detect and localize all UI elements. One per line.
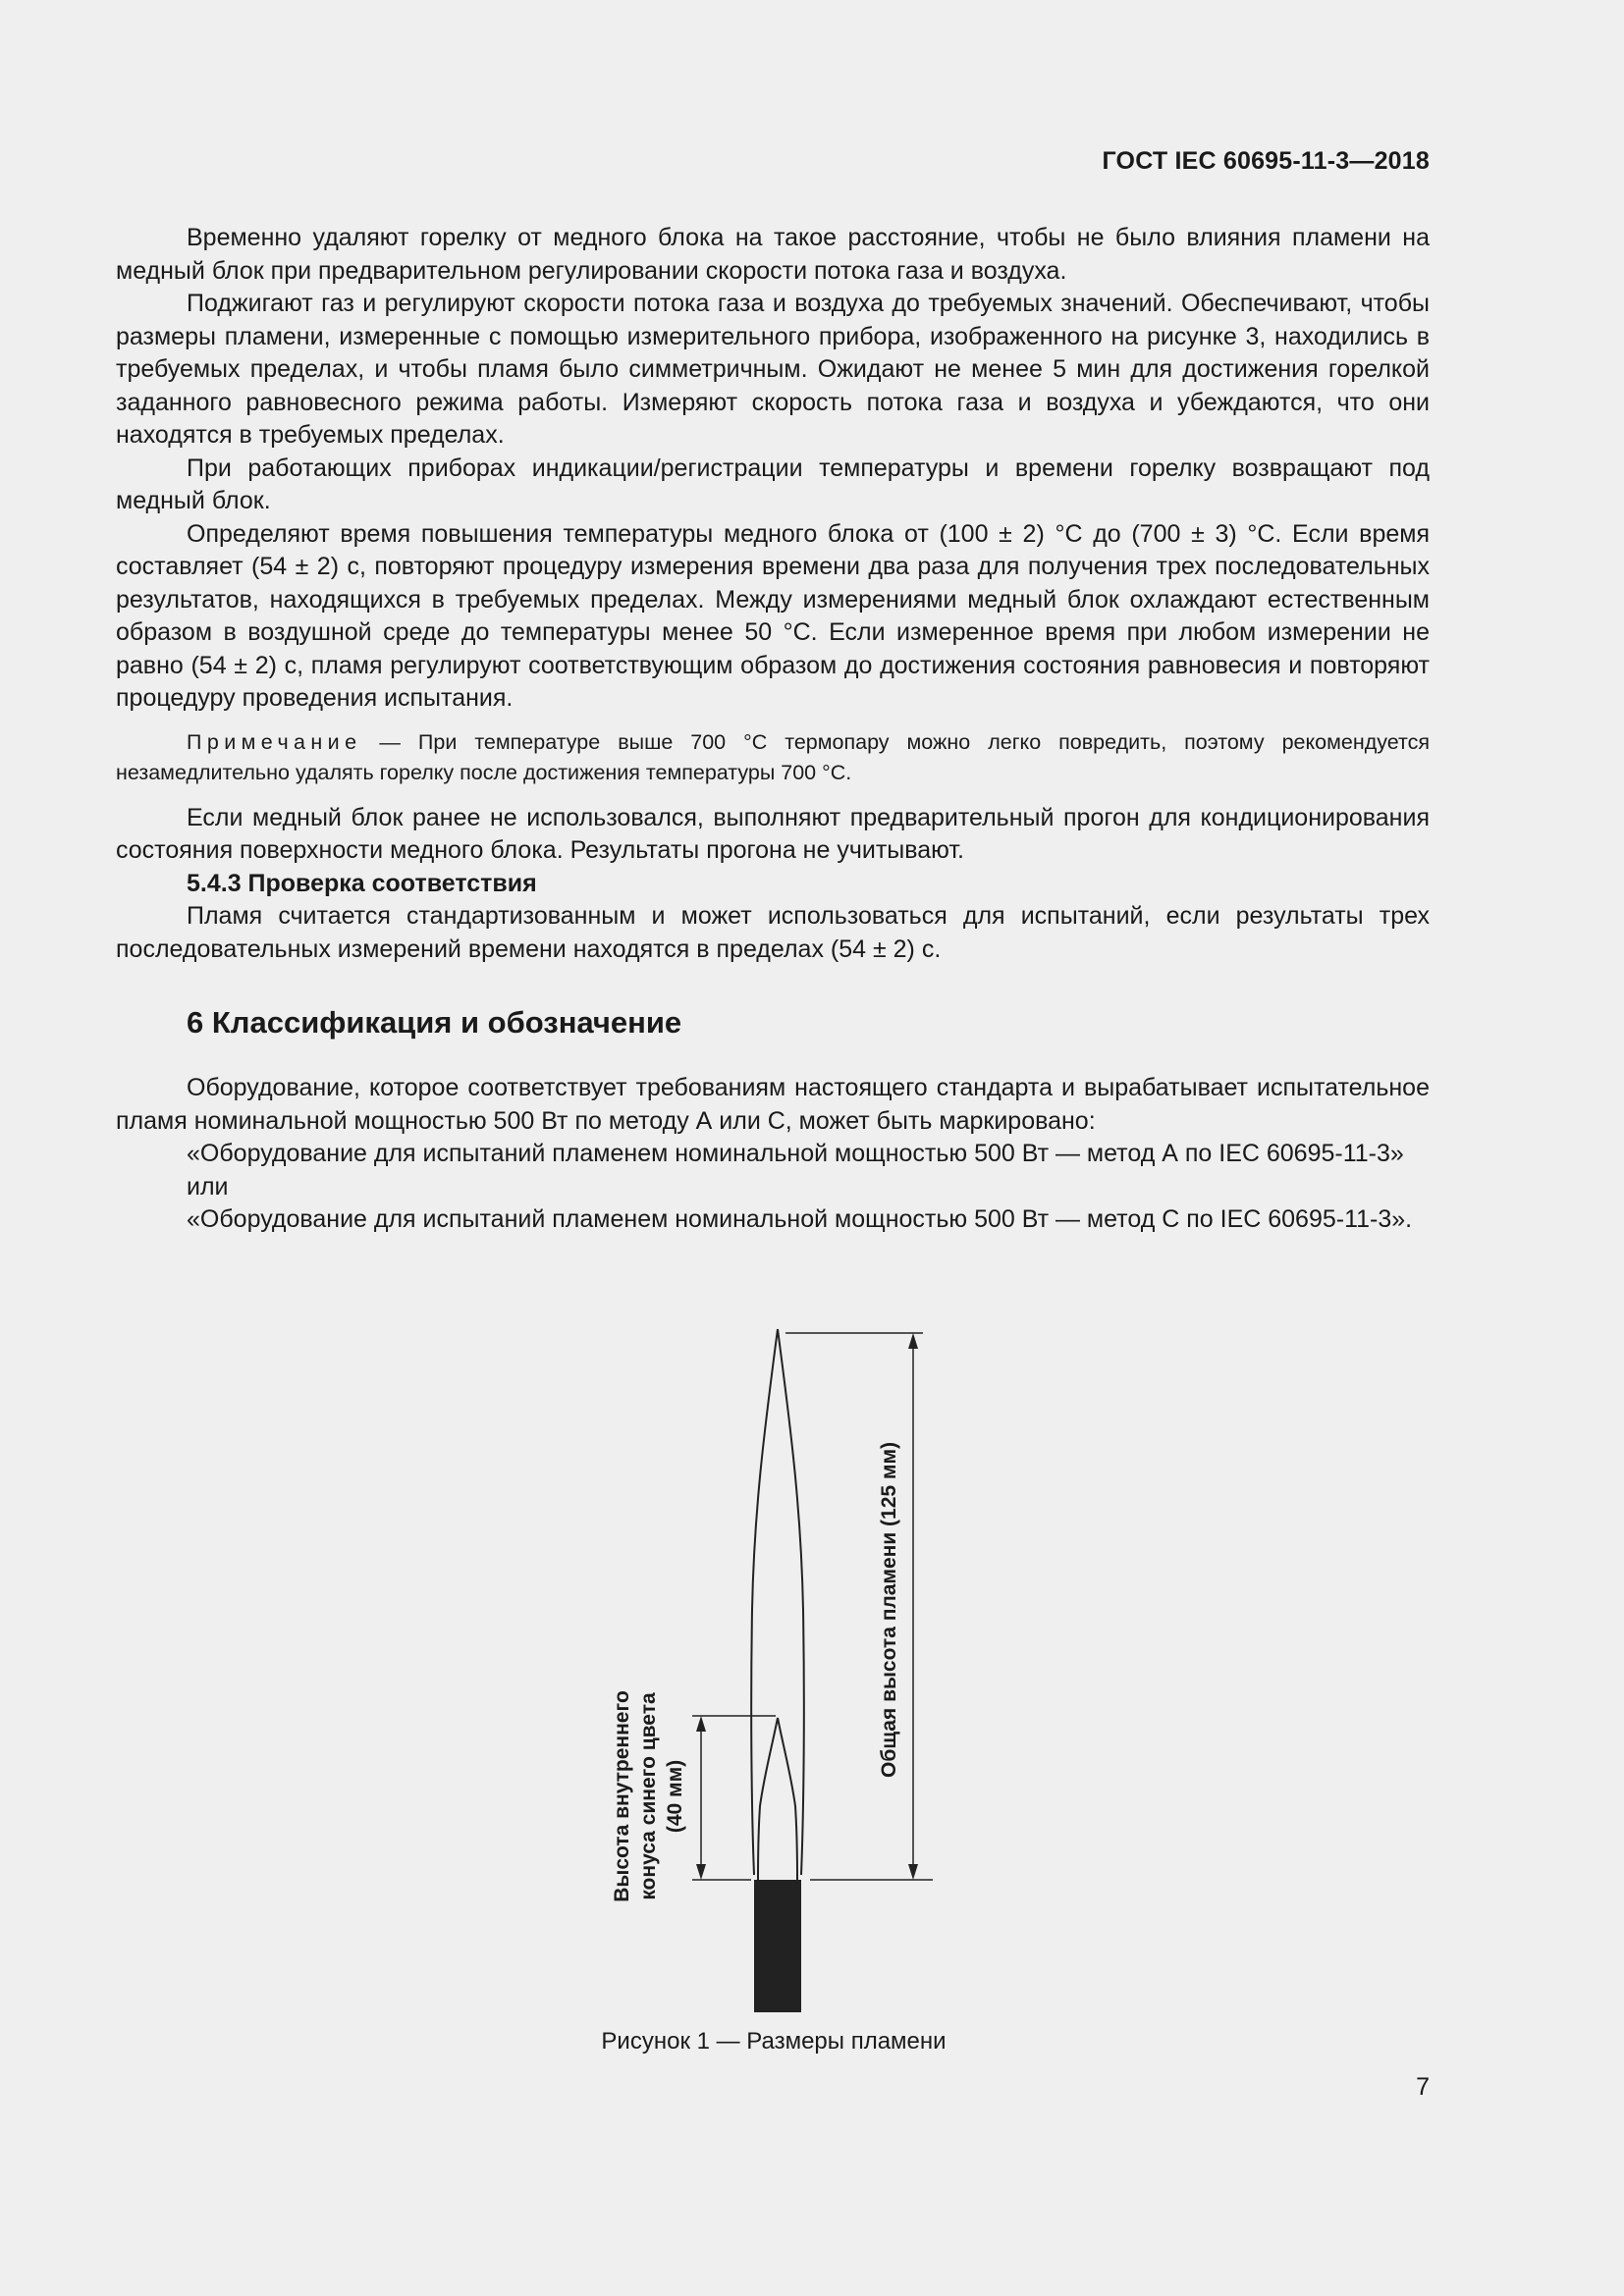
inner-height-label-line2: конуса синего цвета xyxy=(637,1692,660,1900)
arrow-head xyxy=(696,1716,706,1732)
inner-height-label-line3: (40 мм) xyxy=(664,1759,686,1834)
paragraph: или xyxy=(187,1172,229,1201)
paragraph: Определяют время повышения температуры медного блока от (100 ± 2) °С до (700 ± 3) °С. Если время составляет (54 ± 2) с, повторяют процедуру измерения времени два раза для получения трех последовательных результатов, находящихся в требуемых пределах. Между измерениями медный блок охлаждают естественным образом в воздушной среде до температуры менее 50 °С. Если измеренное время при любом измерении не равно (54 ± 2) с, пламя регулируют соответствующим образом до достижения состояния равновесия и повторяют процедуру проведения испытания. xyxy=(116,519,1430,712)
paragraph: Поджигают газ и регулируют скорости потока газа и воздуха до требуемых значений. Обеспечивают, чтобы размеры пламени, измеренные с помощью измерительного прибора, изображенного на рисунке 3, находились в требуемых пределах, и чтобы пламя было симметричным. Ожидают не менее 5 мин для достижения горелкой заданного равновесного режима работы. Измеряют скорость потока газа и воздуха и убеждаются, что они находятся в требуемых пределах. xyxy=(116,290,1430,449)
figure-caption: Рисунок 1 — Размеры пламени xyxy=(601,2028,947,2055)
paragraph: Если медный блок ранее не использовался, выполняют предварительный прогон для кондиционирования состояния поверхности медного блока. Результаты прогона не учитывают. xyxy=(116,803,1430,864)
flame-dimensions-figure xyxy=(589,1315,1060,2022)
subsection-heading: 5.4.3 Проверка соответствия xyxy=(187,869,537,897)
page-number: 7 xyxy=(1416,2073,1430,2101)
outer-flame-outline xyxy=(751,1329,804,1875)
burner-tube xyxy=(754,1880,801,2012)
inner-height-label-line1: Высота внутреннего xyxy=(611,1690,633,1902)
paragraph: «Оборудование для испытаний пламенем номинальной мощностью 500 Вт — метод А по IEC 60695-11-3» xyxy=(187,1140,1404,1167)
section-title: 6 Классификация и обозначение xyxy=(187,1005,682,1040)
paragraph: Временно удаляют горелку от медного блока на такое расстояние, чтобы не было влияния пламени на медный блок при предварительном регулировании скорости потока газа и воздуха. xyxy=(116,224,1430,285)
total-height-label: Общая высота пламени (125 мм) xyxy=(878,1442,900,1778)
document-header: ГОСТ IEC 60695-11-3—2018 xyxy=(1102,147,1430,175)
body-text xyxy=(116,222,1430,1237)
note-text: — При температуре выше 700 °С термопару можно легко повредить, поэтому рекомендуется незамедлительно удалять горелку после достижения температуры 700 °С. xyxy=(116,729,1430,784)
inner-cone-outline xyxy=(758,1718,797,1880)
arrow-head xyxy=(696,1864,706,1880)
arrow-head xyxy=(908,1333,918,1349)
arrow-head xyxy=(908,1864,918,1880)
paragraph: При работающих приборах индикации/регистрации температуры и времени горелку возвращают под медный блок. xyxy=(116,454,1430,514)
paragraph: Пламя считается стандартизованным и может использоваться для испытаний, если результаты трех последовательных измерений времени находятся в пределах (54 ± 2) с. xyxy=(116,902,1430,963)
note xyxy=(116,727,1430,788)
note-label: Примечание xyxy=(187,729,362,754)
paragraph: «Оборудование для испытаний пламенем номинальной мощностью 500 Вт — метод С по IEC 60695-11-3». xyxy=(187,1205,1413,1233)
paragraph: Оборудование, которое соответствует требованиям настоящего стандарта и вырабатывает испытательное пламя номинальной мощностью 500 Вт по методу А или С, может быть маркировано: xyxy=(116,1074,1430,1135)
